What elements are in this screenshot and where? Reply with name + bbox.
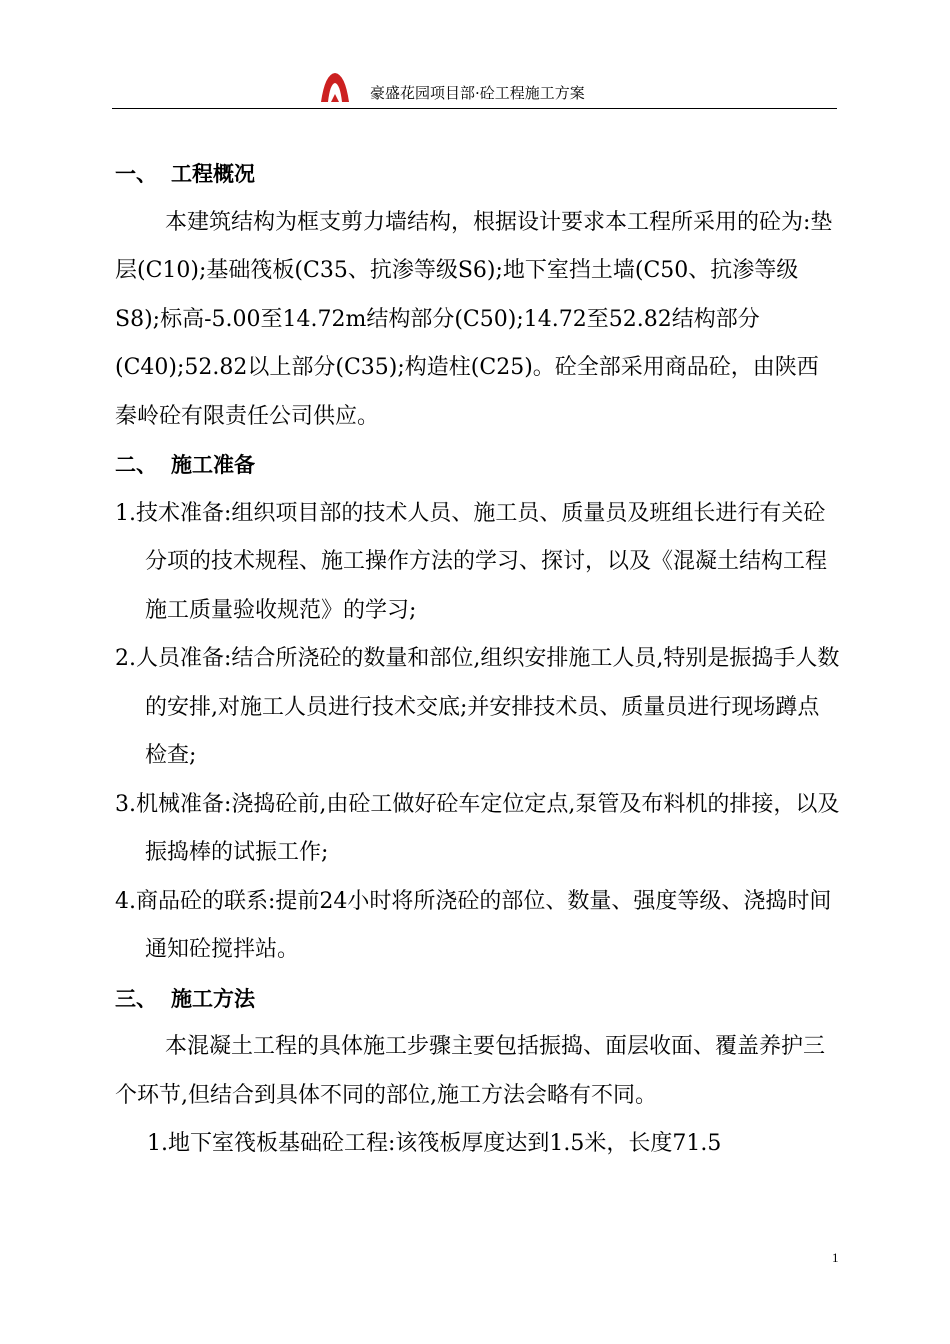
header-title: 豪盛花园项目部·砼工程施工方案 — [370, 84, 585, 102]
section-heading-2 — [115, 441, 840, 490]
section-number: 一、 — [115, 162, 157, 186]
section-title: 施工准备 — [171, 453, 255, 477]
section-title: 工程概况 — [171, 162, 255, 186]
section-number: 二、 — [115, 453, 157, 477]
section-title: 施工方法 — [171, 986, 255, 1011]
list-item: 1.技术准备:组织项目部的技术人员、施工员、质量员及班组长进行有关砼分项的技术规程、施工操作方法的学习、探讨，以及《混凝土结构工程施工质量验收规范》的学习; — [115, 500, 828, 623]
paragraph: 本混凝土工程的具体施工步骤主要包括振捣、面层收面、覆盖养护三个环节,但结合到具体不同的部位,施工方法会略有不同。 — [115, 1034, 826, 1108]
page-header — [112, 62, 837, 109]
page-number: 1 — [832, 1250, 839, 1265]
document-body — [115, 150, 840, 1169]
list-item: 2.人员准备:结合所浇砼的数量和部位,组织安排施工人员,特别是振捣手人数的安排,对施工人员进行技术交底;并安排技术员、质量员进行现场蹲点检查; — [115, 646, 840, 768]
sub-item: 1.地下室筏板基础砼工程:该筏板厚度达到1.5米，长度71.5 — [147, 1131, 722, 1156]
section-heading-3 — [115, 975, 840, 1024]
list-item: 4.商品砼的联系:提前24小时将所浇砼的部位、数量、强度等级、浇捣时间通知砼搅拌站。 — [115, 888, 832, 962]
red-arch-logo-icon — [317, 70, 353, 104]
paragraph: 本建筑结构为框支剪力墙结构，根据设计要求本工程所采用的砼为:垫层(C10);基础筏板(C35、抗渗等级S6);地下室挡土墙(C50、抗渗等级S8);标高-5.00至14.72m结构部分(C50);14.72至52.82结构部分(C40);52.82以上部分(C35);构造柱(C25)。砼全部采用商品砼，由陕西秦岭砼有限责任公司供应。 — [115, 209, 833, 429]
section-heading-1 — [115, 150, 840, 199]
list-item: 3.机械准备:浇捣砼前,由砼工做好砼车定位定点,泵管及布料机的排接，以及振捣棒的试振工作; — [115, 791, 840, 865]
section-number: 三、 — [115, 986, 157, 1011]
